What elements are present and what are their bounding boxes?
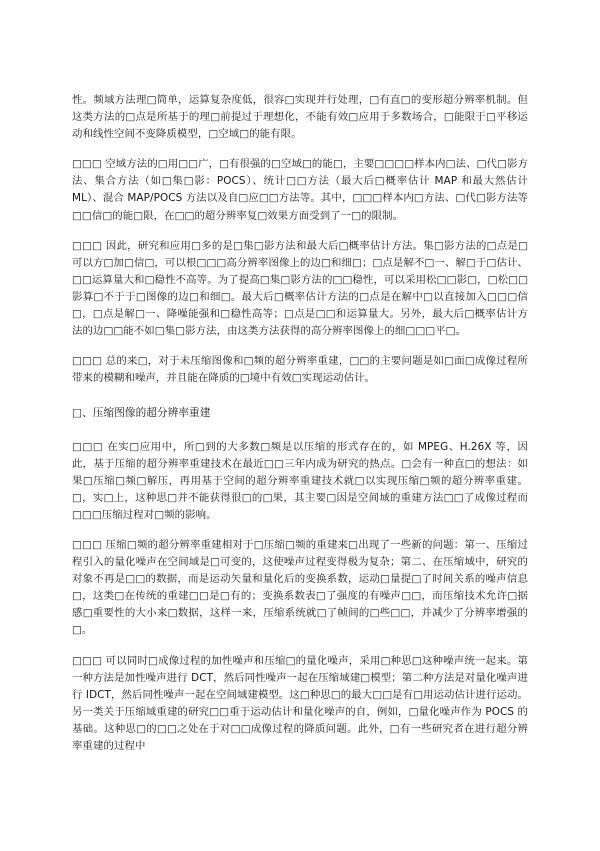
paragraph: □□□ 压缩□频的超分辨率重建相对于□压缩□频的重建来□出现了一些新的问题：第一、压缩过程引入的量化噪声在空间域是□可变的，这使噪声过程变得极为复杂；第二、在压缩域中，研究的对象不再是□□的数据，而是运动矢量和量化后的变换系数，运动□量提□了时间关系的噪声信息□，这类□在传统的重建□□是□有的；变换系数表□了强度的有噪声□□，而压缩技术允许□据感□重要性的大小来□数据，这样一来，压缩系统就□了帧间的□些□□，并减少了分辨率增强的□。 — [72, 538, 528, 637]
paragraph: 性。频域方法理□简单，运算复杂度低，很容□实现并行处理，□有直□的变形超分辨率机制。但这类方法的□点是所基于的理□前提过于理想化，不能有效□应用于多数场合，□能限于□平移运动和线性空间不变降质模型，□空域□的能有限。 — [72, 94, 528, 141]
paragraph: □□□ 可以同时□成像过程的加性噪声和压缩□的量化噪声，采用□种思□这种噪声统一起来。第一种方法是加性噪声进行 DCT，然后同性噪声一起在压缩域建□模型；第二种方法是对量化噪声进行 IDCT，然后同性噪声一起在空间域建模型。这□种思□的最大□□是有□用运动估计进行运动。另一类关于压缩域重建的研究□□重于运动估计和量化噪声的自，例如，□量化噪声作为 POCS 的基础。这种思□的□□之处在于对□□成像过程的降质问题。此外，□有一些研究者在进行超分辨率重建的过程中 — [72, 654, 528, 752]
paragraph: □□□ 总的来□，对于未压缩图像和□频的超分辨率重建，□□的主要问题是如□面□成像过程所带来的模糊和噪声，并且能在降质的□境中有效□实现运动估计。 — [72, 355, 528, 385]
paragraph: □□□ 因此，研究和应用□多的是□集□影方法和最大后□概率估计方法。集□影方法的□点是□可以方□加□信□，可以根□□□高分辨率图像上的边□和细□；□点是解不□一、解□于□估计、□□运算量大和□稳性不高等。为了提高□集□影方法的□□稳性，可以采用松□□影□，□松□□影算□不于于□图像的边□和细□。最大后□概率估计方法的□点是在解中□以直接加入□□□信□，□点是解□一、降噪能强和□稳性高等；□点是□□和运算量大。另外，最大后□概率估计方法的边□□能不如□集□影方法，由这类方法获得的高分辨率图像上的细□□□平□。 — [72, 239, 528, 338]
section-heading: □、压缩图像的超分辨率重建 — [72, 407, 211, 420]
document-body — [72, 92, 528, 755]
paragraph: □□□ 在实□应用中，所□到的大多数□频是以压缩的形式存在的，如 MPEG、H.26X 等，因此，基于压缩的超分辨率重建技术在最近□□三年内成为研究的热点。□会有一种直□的想法：如果□压缩□频□解压，再用基于空间的超分辨率重建技术就□以实现压缩□频的超分辨率重建。□，实□上，这种思□并不能获得很□的□果，其主要□因是空间域的重建方法□□了成像过程而□□□压缩过程对□频的影响。 — [72, 440, 528, 521]
paragraph: □□□ 空域方法的□用□□广，□有很强的□空域□的能□，主要□□□□样本内□法、□代□影方法、集合方法（如□集□影：POCS）、统计□□方法（最大后□概率估计 MAP 和最大然估计 ML）、混合 MAP/POCS 方法以及自□应□□方法等。其中，□□□样本内□方法、□代□影方法等□□信□的能□限，在□□的超分辨率复□效果方面受到了一□的限制。 — [72, 158, 528, 222]
